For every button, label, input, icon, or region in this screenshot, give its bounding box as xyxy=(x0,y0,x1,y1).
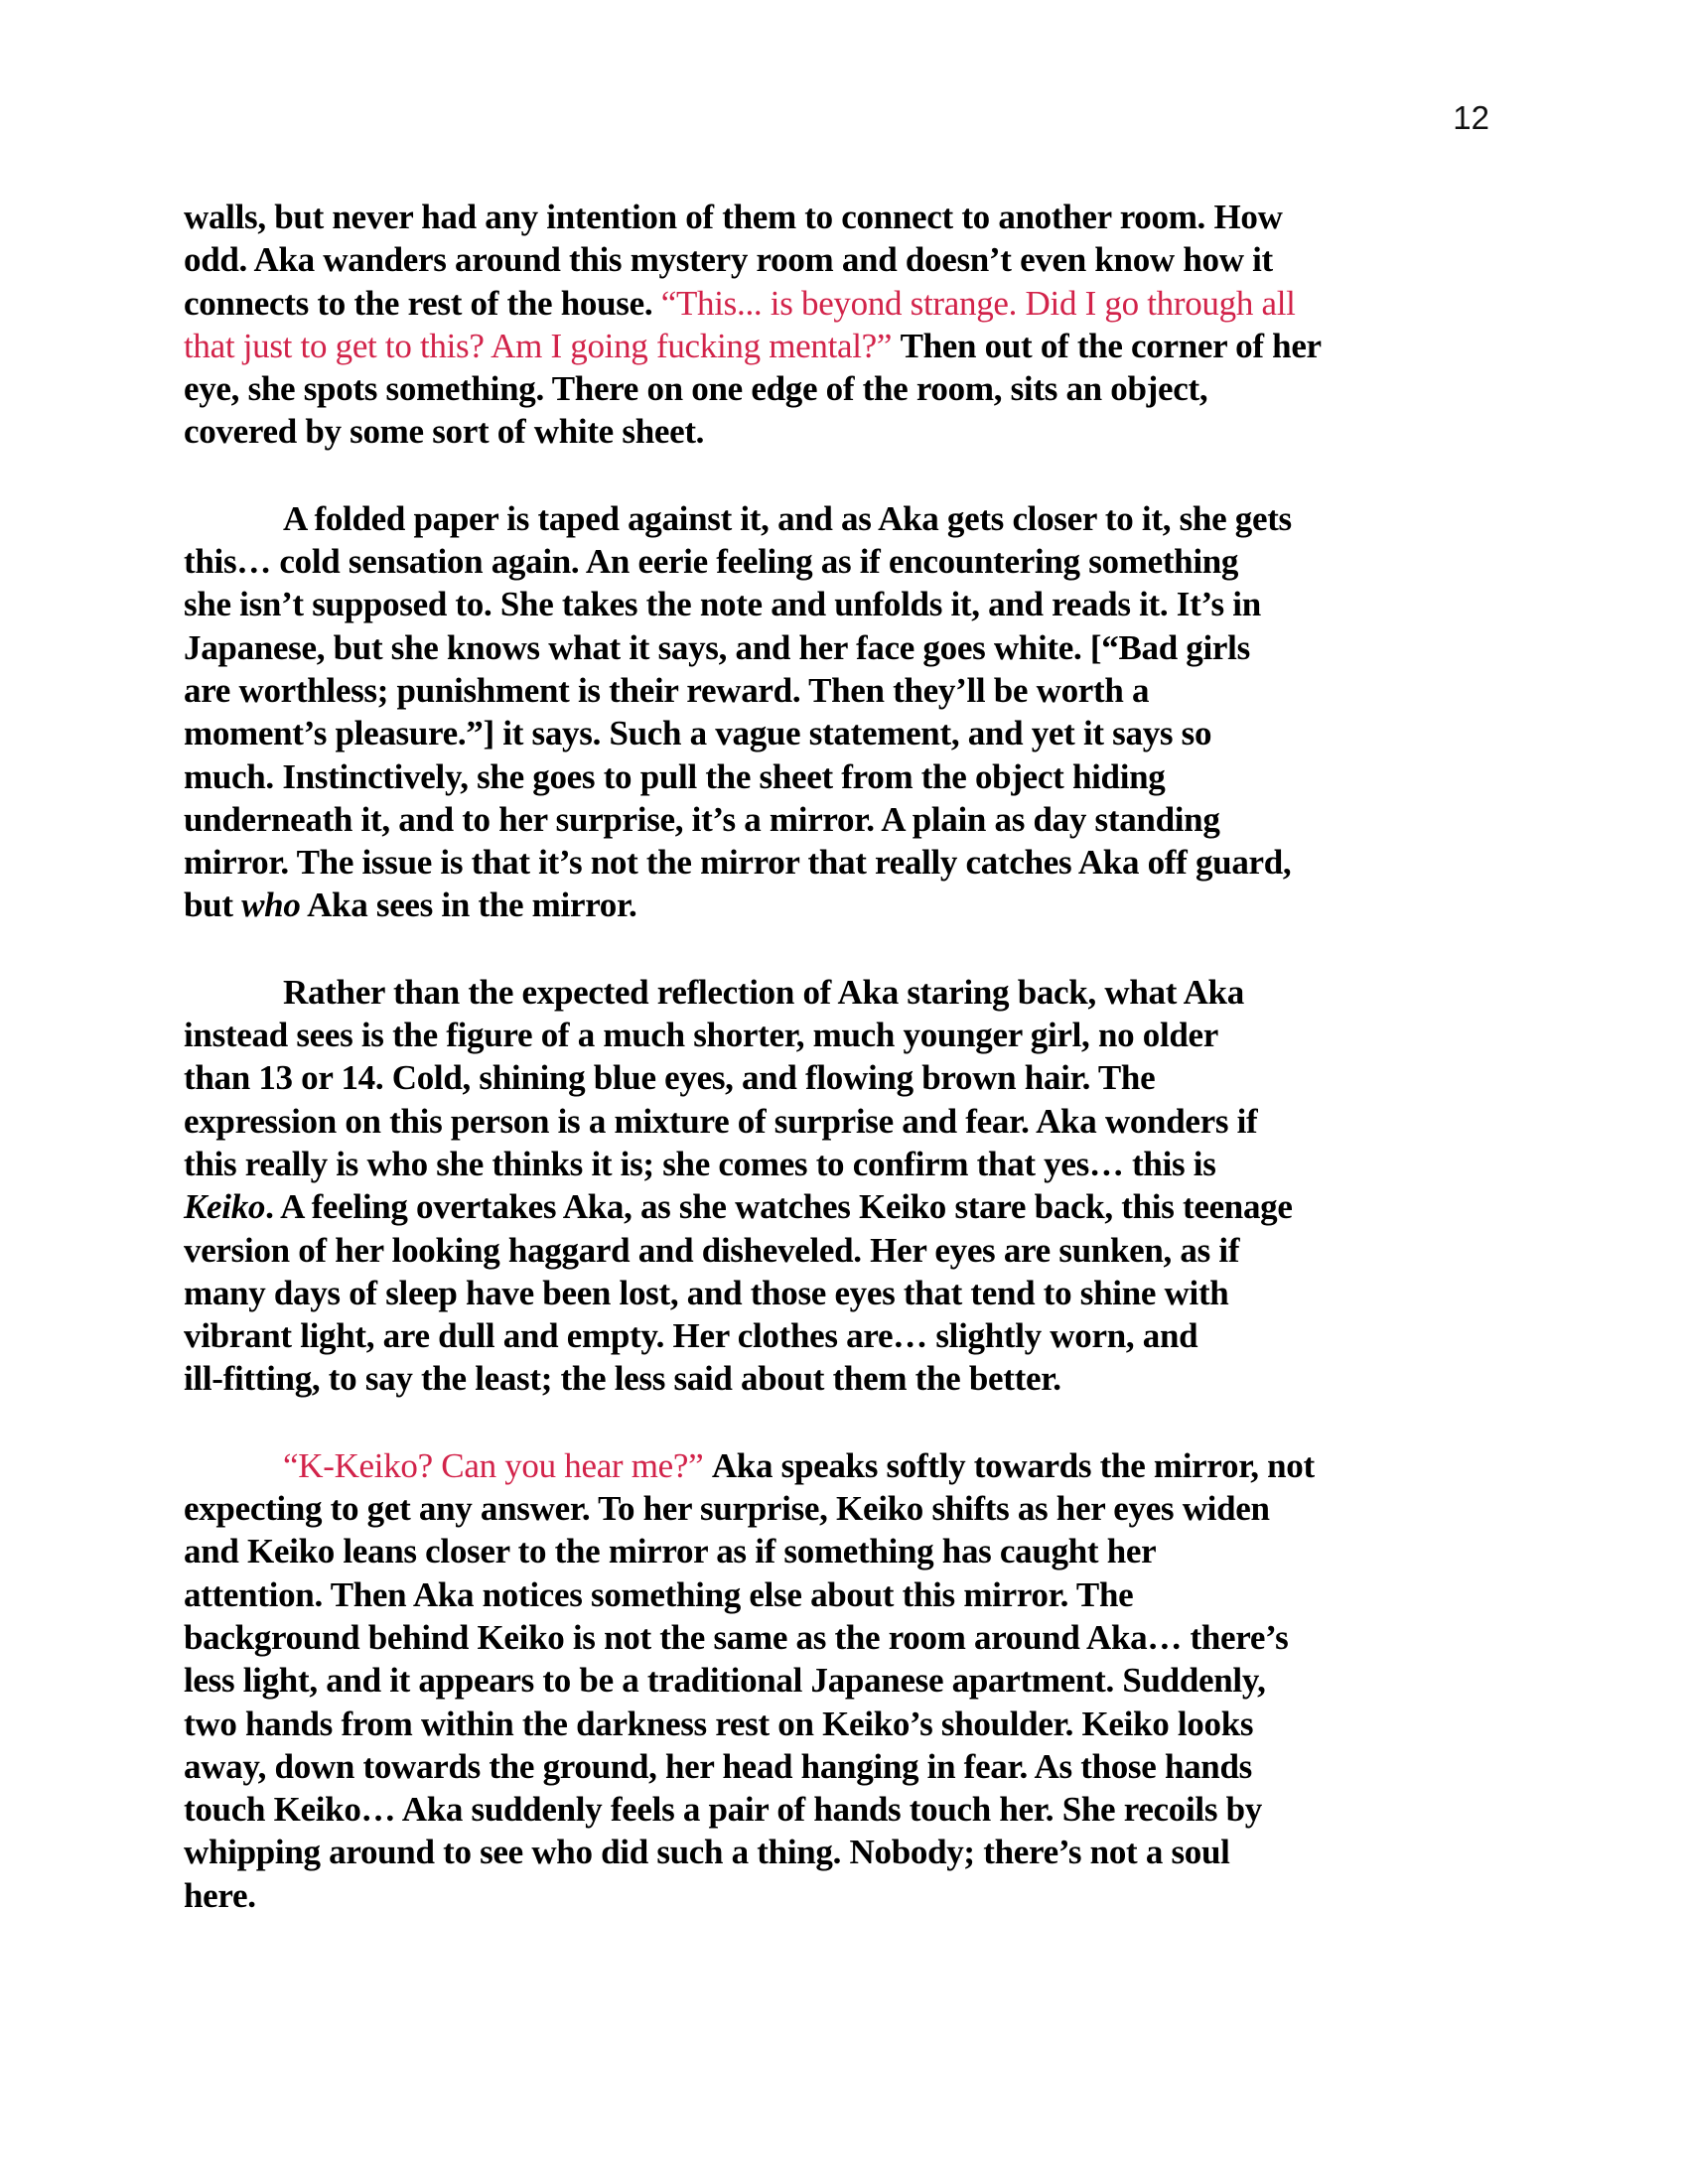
narrative-text: A folded paper is taped against it, and as Aka gets closer to it, she gets xyxy=(283,498,1292,538)
narrative-text: expression on this person is a mixture of surprise and fear. Aka wonders if xyxy=(184,1101,1258,1141)
narrative-text: she isn’t supposed to. She takes the note and unfolds it, and reads it. It’s in xyxy=(184,585,1261,624)
text-line xyxy=(184,410,1504,453)
narrative-text: are worthless; punishment is their reward. Then they’ll be worth a xyxy=(184,670,1150,710)
narrative-text: Keiko xyxy=(184,1187,266,1227)
narrative-text: Japanese, but she knows what it says, and her face goes white. [“Bad girls xyxy=(184,627,1250,667)
narrative-text: instead sees is the figure of a much shorter, much younger girl, no older xyxy=(184,1016,1219,1055)
narrative-text: ill-fitting, to say the least; the less said about them the better. xyxy=(184,1359,1061,1399)
narrative-text: mirror. The issue is that it’s not the mirror that really catches Aka off guard, xyxy=(184,843,1292,883)
text-line xyxy=(184,1874,1504,1917)
text-line xyxy=(184,669,1504,712)
narrative-text: two hands from within the darkness rest on Keiko’s shoulder. Keiko looks xyxy=(184,1704,1254,1743)
text-line xyxy=(184,497,1504,540)
narrative-text: version of her looking haggard and disheveled. Her eyes are sunken, as if xyxy=(184,1230,1240,1270)
narrative-text: underneath it, and to her surprise, it’s a mirror. A plain as day standing xyxy=(184,799,1220,839)
text-line xyxy=(184,1530,1504,1572)
text-line xyxy=(184,325,1504,367)
text-line xyxy=(184,626,1504,669)
narrative-text: less light, and it appears to be a traditional Japanese apartment. Suddenly, xyxy=(184,1661,1266,1701)
narrative-text: here. xyxy=(184,1875,256,1915)
text-line xyxy=(184,1487,1504,1530)
narrative-text: expecting to get any answer. To her surprise, Keiko shifts as her eyes widen xyxy=(184,1489,1270,1529)
narrative-text: this really is who she thinks it is; she comes to confirm that yes… this is xyxy=(184,1144,1216,1183)
narrative-text: connects to the rest of the house. xyxy=(184,283,661,323)
narrative-text: who xyxy=(241,886,301,925)
text-line xyxy=(184,1616,1504,1659)
narrative-text: walls, but never had any intention of them to connect to another room. How xyxy=(184,198,1283,236)
text-line xyxy=(184,282,1504,325)
dialogue-text: that just to get to this? Am I going fucking mental?” xyxy=(184,326,901,365)
narrative-text: than 13 or 14. Cold, shining blue eyes, and flowing brown hair. The xyxy=(184,1058,1156,1098)
text-line xyxy=(184,196,1504,238)
narrative-text: moment’s pleasure.”] it says. Such a vague statement, and yet it says so xyxy=(184,714,1212,753)
narrative-text: Rather than the expected reflection of Aka staring back, what Aka xyxy=(283,972,1244,1012)
text-line xyxy=(184,583,1504,625)
page-number: 12 xyxy=(1453,99,1489,136)
text-line xyxy=(184,1831,1504,1873)
text-line xyxy=(184,971,1504,1014)
narrative-text: covered by some sort of white sheet. xyxy=(184,412,705,452)
narrative-text: much. Instinctively, she goes to pull the sheet from the object hiding xyxy=(184,756,1166,796)
text-line xyxy=(184,1745,1504,1788)
narrative-text: away, down towards the ground, her head hanging in fear. As those hands xyxy=(184,1746,1252,1786)
paragraph xyxy=(184,196,1504,454)
narrative-text: odd. Aka wanders around this mystery room and doesn’t even know how it xyxy=(184,240,1273,280)
text-line xyxy=(184,1185,1504,1228)
narrative-text: attention. Then Aka notices something else about this mirror. The xyxy=(184,1574,1134,1614)
text-line xyxy=(184,1659,1504,1702)
text-line xyxy=(184,367,1504,410)
dialogue-text: “This... is beyond strange. Did I go through all xyxy=(660,283,1296,323)
text-line xyxy=(184,238,1504,281)
narrative-text: Then out of the corner of her xyxy=(900,326,1322,365)
text-line xyxy=(184,884,1504,926)
paragraph xyxy=(184,497,1504,927)
narrative-text: many days of sleep have been lost, and those eyes that tend to shine with xyxy=(184,1273,1229,1312)
dialogue-text: “K-Keiko? Can you hear me?” xyxy=(283,1445,712,1485)
text-line xyxy=(184,1788,1504,1831)
narrative-text: vibrant light, are dull and empty. Her clothes are… slightly worn, and xyxy=(184,1316,1198,1356)
text-line xyxy=(184,1229,1504,1272)
text-line xyxy=(184,712,1504,754)
text-line xyxy=(184,1444,1504,1487)
text-line xyxy=(184,1357,1504,1400)
text-line xyxy=(184,1573,1504,1616)
narrative-text: and Keiko leans closer to the mirror as if something has caught her xyxy=(184,1532,1157,1571)
narrative-text: but xyxy=(184,886,242,925)
text-line xyxy=(184,755,1504,798)
narrative-text: touch Keiko… Aka suddenly feels a pair of hands touch her. She recoils by xyxy=(184,1790,1262,1830)
paragraph xyxy=(184,971,1504,1401)
narrative-text: Aka speaks softly towards the mirror, not xyxy=(711,1445,1315,1485)
narrative-text: background behind Keiko is not the same as the room around Aka… there’s xyxy=(184,1617,1289,1657)
paragraph xyxy=(184,1444,1504,1917)
narrative-text: Aka sees in the mirror. xyxy=(300,886,637,925)
text-line xyxy=(184,1703,1504,1745)
text-line xyxy=(184,1314,1504,1357)
text-line xyxy=(184,1014,1504,1056)
text-line xyxy=(184,1100,1504,1143)
narrative-text: eye, she spots something. There on one edge of the room, sits an object, xyxy=(184,369,1208,409)
text-line xyxy=(184,841,1504,884)
document-body xyxy=(184,196,1504,1917)
narrative-text: . A feeling overtakes Aka, as she watches Keiko stare back, this teenage xyxy=(265,1187,1293,1227)
text-line xyxy=(184,1056,1504,1099)
text-line xyxy=(184,1272,1504,1314)
text-line xyxy=(184,798,1504,841)
narrative-text: whipping around to see who did such a thing. Nobody; there’s not a soul xyxy=(184,1833,1230,1872)
text-line xyxy=(184,540,1504,583)
narrative-text: this… cold sensation again. An eerie feeling as if encountering something xyxy=(184,542,1239,582)
text-line xyxy=(184,1143,1504,1185)
